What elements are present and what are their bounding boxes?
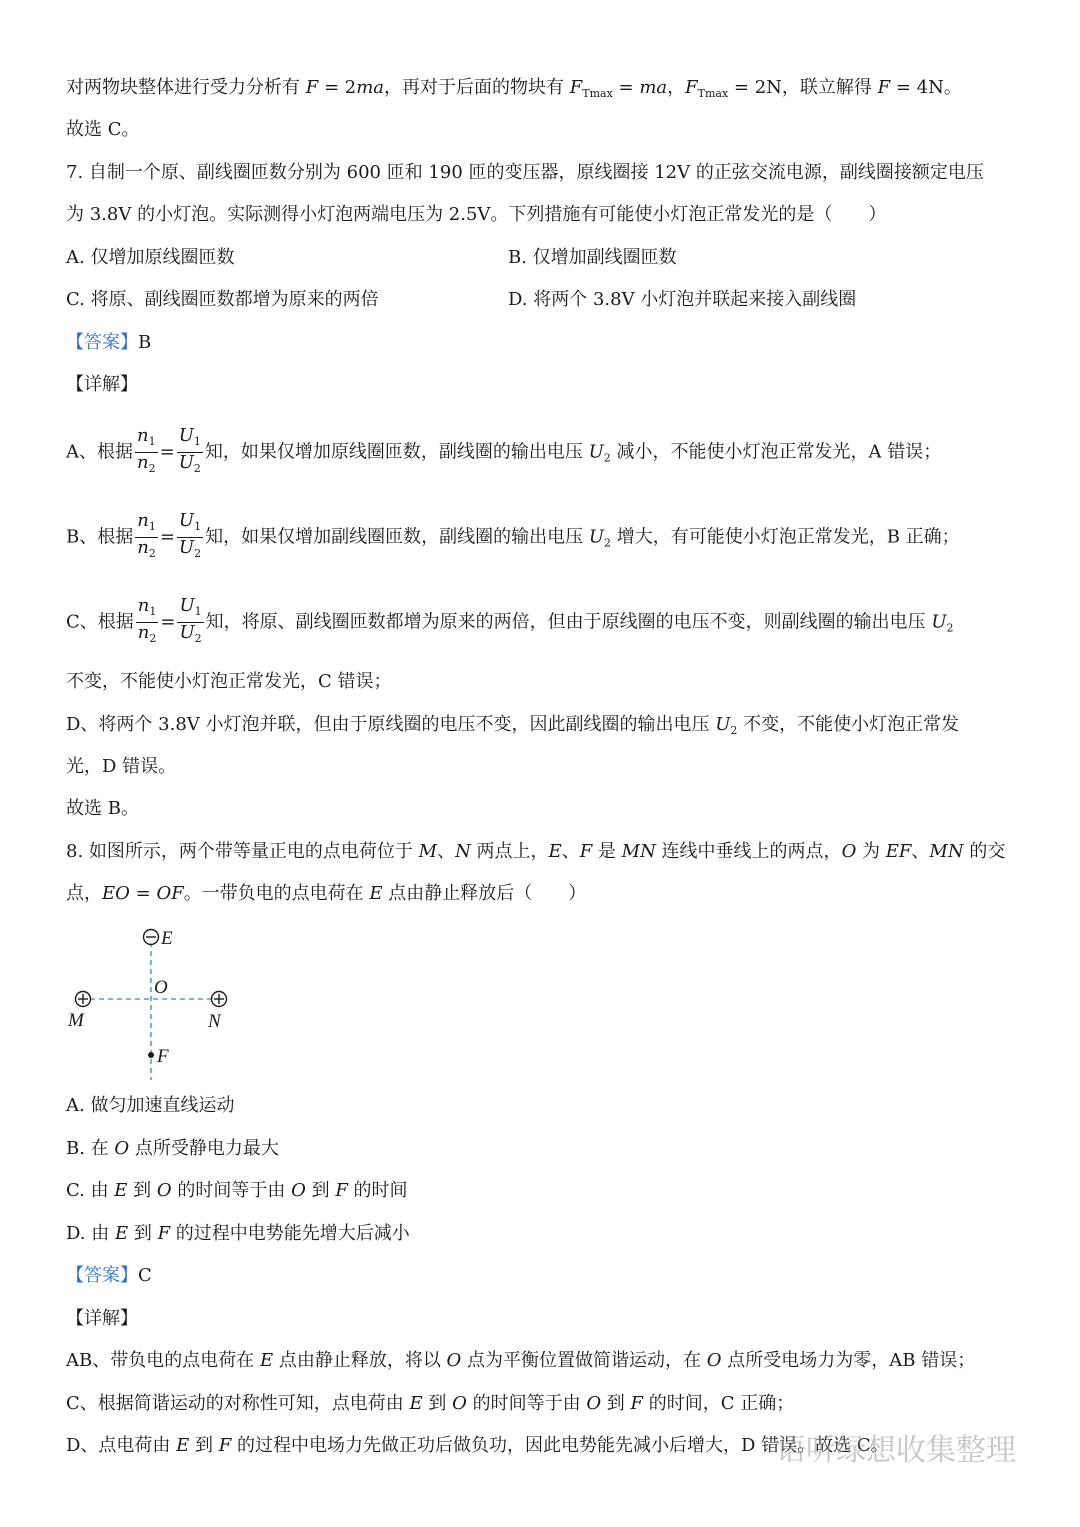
q7-detail-d: D、将两个 3.8V 小灯泡并联，但由于原线圈的电压不变，因此副线圈的输出电压 $U_2$ 不变，不能使小灯泡正常发 bbox=[66, 714, 960, 737]
q8-detail-c: C、根据简谐运动的对称性可知，点电荷由 E 到 O 的时间等于由 O 到 F 的时间，C 正确； bbox=[66, 1393, 795, 1414]
charge-e-negative-icon bbox=[144, 930, 159, 945]
point-f bbox=[148, 1052, 154, 1058]
ratio-n: $\frac{n_1}{n_2}$ bbox=[137, 595, 157, 645]
q7-choice: 故选 B。 bbox=[66, 798, 139, 819]
ratio-u: $\frac{U_1}{U_2}$ bbox=[178, 425, 201, 475]
q7-detail-c: C、根据 $\frac{n_1}{n_2}$ = $\frac{U_1}{U_2}$ 知，将原、副线圈匝数都增为原来的两倍，但由于原线圈的电压不变，则副线圈的输出电压 $U_2$ bbox=[66, 596, 954, 649]
ratio-u: $\frac{U_1}{U_2}$ bbox=[179, 595, 202, 645]
q8-option-b: B. 在 O 点所受静电力最大 bbox=[66, 1138, 279, 1159]
q7-detail-d-line2: 光，D 错误。 bbox=[66, 756, 177, 777]
q7-detail-c-line2: 不变，不能使小灯泡正常发光，C 错误； bbox=[66, 671, 392, 692]
solution6-line: 对两物块整体进行受力分析有 F = 2ma，再对于后面的物块有 $F_{Tmax}$ = ma，$F_{Tmax} = 2N$，联立解得 F = 4N。 bbox=[66, 77, 962, 100]
q7-option-c: C. 将原、副线圈匝数都增为原来的两倍 bbox=[66, 289, 379, 310]
label-m: M bbox=[68, 1010, 84, 1031]
charge-m-positive-icon bbox=[76, 992, 91, 1007]
ratio-n: $\frac{n_1}{n_2}$ bbox=[137, 510, 156, 560]
charge-diagram bbox=[60, 920, 250, 1090]
q7-stem-line1: 7. 自制一个原、副线圈匝数分别为 600 匝和 190 匝的变压器，原线圈接 12V 的正弦交流电源，副线圈接额定电压 bbox=[66, 162, 984, 183]
label-n: N bbox=[208, 1011, 221, 1032]
charge-n-positive-icon bbox=[212, 992, 227, 1007]
q8-detail-tag: 【详解】 bbox=[66, 1308, 138, 1329]
answer-value: C bbox=[138, 1265, 152, 1286]
q8-stem-line1: 8. 如图所示，两个带等量正电的点电荷位于 M、N 两点上，E、F 是 MN 连线中垂线上的两点，O 为 EF、MN 的交 bbox=[66, 841, 1006, 862]
label-f: F bbox=[157, 1046, 169, 1067]
answer-tag: 【答案】 bbox=[66, 332, 138, 353]
ratio-n: $\frac{n_1}{n_2}$ bbox=[137, 425, 156, 475]
q8-option-d: D. 由 E 到 F 的过程中电势能先增大后减小 bbox=[66, 1223, 410, 1244]
answer-value: B bbox=[138, 332, 152, 353]
solution6-choice: 故选 C。 bbox=[66, 119, 140, 140]
q7-detail-b: B、根据 $\frac{n_1}{n_2}$ = $\frac{U_1}{U_2}$ 知，如果仅增加副线圈匝数，副线圈的输出电压 $U_2$ 增大，有可能使小灯泡正常发光，B 正确； bbox=[66, 511, 960, 564]
q7-stem-line2: 为 3.8V 的小灯泡。实际测得小灯泡两端电压为 2.5V。下列措施有可能使小灯泡正常发光的是（ ） bbox=[66, 204, 887, 225]
q8-option-a: A. 做匀加速直线运动 bbox=[66, 1095, 235, 1116]
watermark: 语听绿想收集整理 bbox=[776, 1433, 1016, 1468]
q7-option-b: B. 仅增加副线圈匝数 bbox=[508, 247, 677, 268]
q8-stem-line2: 点，EO = OF。一带负电的点电荷在 E 点由静止释放后（ ） bbox=[66, 883, 587, 904]
q7-option-d: D. 将两个 3.8V 小灯泡并联起来接入副线圈 bbox=[508, 289, 857, 310]
label-e: E bbox=[161, 928, 173, 949]
q7-answer bbox=[66, 331, 151, 355]
q7-detail-a: A、根据 $\frac{n_1}{n_2}$ = $\frac{U_1}{U_2}$ 知，如果仅增加原线圈匝数，副线圈的输出电压 $U_2$ 减小，不能使小灯泡正常发光，A 错误； bbox=[66, 426, 941, 479]
q8-option-c: C. 由 E 到 O 的时间等于由 O 到 F 的时间 bbox=[66, 1180, 408, 1201]
q8-answer bbox=[66, 1264, 152, 1288]
q8-detail-d: D、点电荷由 E 到 F 的过程中电场力先做正功后做负功，因此电势能先减小后增大，D 错误。故选 C。 bbox=[66, 1435, 889, 1456]
ratio-u: $\frac{U_1}{U_2}$ bbox=[178, 510, 202, 560]
q7-option-a: A. 仅增加原线圈匝数 bbox=[66, 247, 235, 268]
answer-tag: 【答案】 bbox=[66, 1265, 138, 1286]
q8-detail-ab: AB、带负电的点电荷在 E 点由静止释放，将以 O 点为平衡位置做简谐运动，在 O 点所受电场力为零，AB 错误； bbox=[66, 1350, 976, 1371]
label-o: O bbox=[154, 977, 168, 998]
q7-detail-tag: 【详解】 bbox=[66, 374, 138, 395]
